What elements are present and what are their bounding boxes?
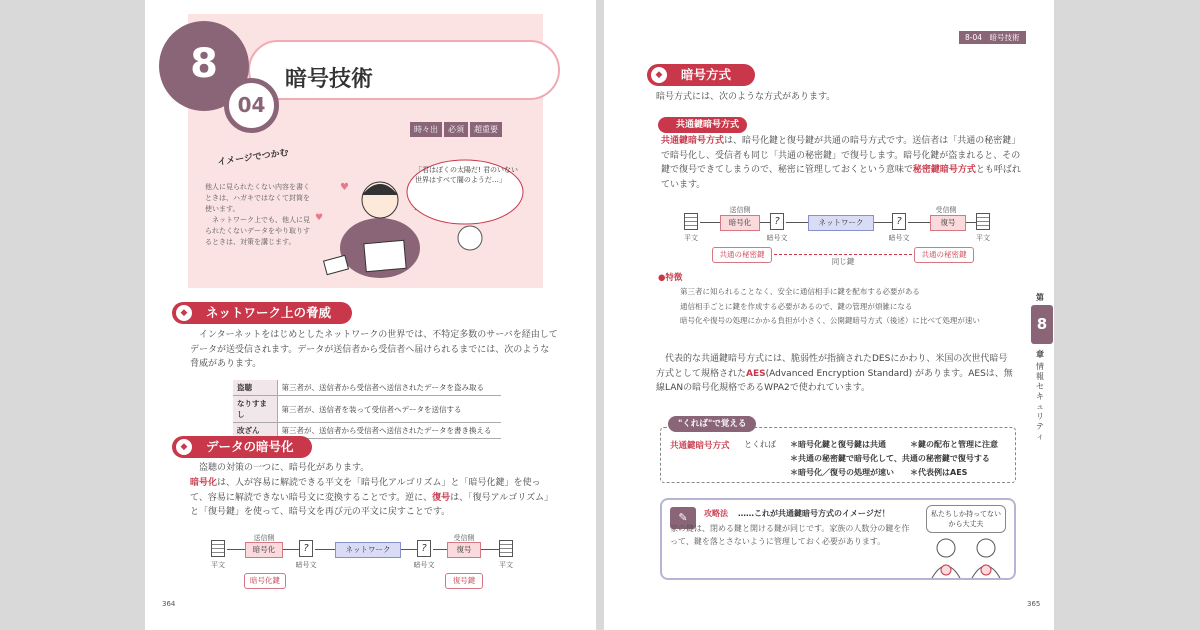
list-item: 第三者に知られることなく、安全に通信相手に鍵を配布する必要がある [680,287,920,296]
section-heading: ◆ データの暗号化 [172,436,312,458]
key-pill: 共通の秘密鍵 [914,247,974,263]
side-dai: 第 [1036,293,1044,302]
sender-label: 送信側 [253,534,275,542]
side-label: 情報セキュリティ [1036,362,1044,441]
decrypt-box: 復号 [930,215,966,231]
ciphertext-doc-icon: ? [299,540,313,557]
network-box: ネットワーク [808,215,874,231]
plaintext-doc-icon [211,540,225,557]
chapter-number: 8 [159,21,249,111]
image-heading: イメージでつかむ [216,148,290,168]
receiver-label: 受信側 [935,206,957,214]
plaintext-label: 平文 [211,561,225,569]
running-head: 8-04 暗号技術 [959,31,1026,44]
right-page [604,0,1054,630]
section-intro: 盗聴の対策の一つに、暗号化があります。 [190,463,370,473]
list-item: 暗号化や復号の処理にかかる負担が小さく、公開鍵暗号方式（後述）に比べて処理が速い [680,316,980,325]
table-row [233,396,501,423]
plaintext-label: 平文 [499,561,513,569]
left-page [145,0,596,630]
sender-label: 送信側 [729,206,751,214]
threats-table [233,380,501,439]
image-text: 他人に見られたくない内容を書くときは、ハガキではなくて封筒を使います。 ネットワーク上でも、他人に見られたくないデータをやり取りするときは、対策を講じます。 [205,183,310,246]
tip-bubble: 私たちしか持ってないから大丈夫 [926,505,1006,533]
page-number: 365 [1027,600,1041,608]
hint-icon: ✎ [670,507,696,529]
page-title: 暗号技術 [285,67,374,92]
tip-body: 家の鍵は、閉める鍵と開ける鍵が同じです。家族の人数分の鍵を作って、鍵を落とさないように管理しておく必要があります。 [670,524,910,546]
cat-icon [458,226,482,250]
letter-paper [364,240,406,271]
encrypt-box: 暗号化 [245,542,283,558]
plaintext-doc-icon [684,213,698,230]
kureba-item: ＊代表例はAES [910,468,968,477]
envelope [324,255,349,274]
features-list [680,285,1020,329]
encrypt-box: 暗号化 [720,215,760,231]
tip-title: ……これが共通鍵暗号方式のイメージだ！ [738,509,890,518]
dec-key-pill: 復号鍵 [445,573,483,589]
table-cell: 第三者が、送信者から受信者へ送信されたデータを盗み取る [277,380,501,396]
section-intro: 暗号方式には、次のような方式があります。 [656,92,836,102]
frequency-tags [410,122,502,137]
speech-text: 「君はぼくの太陽だ! 君のいない世界はすべて闇のようだ…」 [415,166,519,184]
enc-key-pill: 暗号化鍵 [244,573,286,589]
table-cell: 第三者が、送信者を装って受信者へデータを送信する [277,396,501,423]
decrypt-box: 復号 [447,542,481,558]
subsection-body: 共通鍵暗号方式は、暗号化鍵と復号鍵が共通の暗号方式です。送信者は「共通の秘密鍵」で暗号化し、受信者も同じ「共通の秘密鍵」で復号します。暗号化鍵が盗まれると、その鍵で復号できてしまうので、秘密に管理しておくという意味で秘密鍵暗号方式とも呼ばれています。 [661,136,1021,190]
ciphertext-label: 暗号文 [413,561,435,569]
plaintext-label: 平文 [976,234,990,242]
section-icon: ◆ [176,439,192,455]
ciphertext-doc-icon: ? [770,213,784,230]
table-cell: 改ざん [233,423,277,439]
kureba-tokureba: とくれば [744,440,776,449]
two-people-illustration [926,536,1006,578]
page-number: 364 [162,600,176,608]
tag: 必須 [444,122,468,137]
kureba-item: ＊暗号化／復号の処理が速い [790,468,894,477]
section-icon: ◆ [176,305,192,321]
tip-label: 攻略法 [704,509,728,518]
table-row [233,380,501,396]
aes-paragraph: 代表的な共通鍵暗号方式には、脆弱性が指摘されたDESにかわり、米国の次世代暗号方式として規格されたAES(Advanced Encryption Standard) があります。AESは、無線LANの暗号化規格であるWPA2で使われています。 [656,354,1013,393]
table-cell: 盗聴 [233,380,277,396]
ciphertext-label: 暗号文 [766,234,788,242]
subsection-heading: 共通鍵暗号方式 [658,117,747,133]
section-heading: ◆ ネットワーク上の脅威 [172,302,352,324]
side-sho: 章 [1036,350,1044,359]
kureba-item: ＊鍵の配布と管理に注意 [910,440,998,449]
kureba-item: ＊共通の秘密鍵で暗号化して、共通の秘密鍵で復号する [790,454,990,463]
section-number: 04 [224,78,279,133]
table-cell: 第三者が、送信者から受信者へ送信されたデータを書き換える [277,423,501,439]
receiver-label: 受信側 [453,534,475,542]
svg-text:♥: ♥ [315,213,324,223]
tag: 時々出 [410,122,442,137]
ciphertext-doc-icon: ? [417,540,431,557]
ciphertext-label: 暗号文 [888,234,910,242]
kureba-term: 共通鍵暗号方式 [670,441,730,451]
section-icon: ◆ [651,67,667,83]
ciphertext-label: 暗号文 [295,561,317,569]
plaintext-label: 平文 [684,234,698,242]
same-key-label: 同じ鍵 [831,257,855,266]
list-item: 通信相手ごとに鍵を作成する必要があるので、鍵の管理が煩雑になる [680,301,913,311]
plaintext-doc-icon [499,540,513,557]
tag: 超重要 [470,122,502,137]
section-body: 暗号化は、人が容易に解読できる平文を「暗号化アルゴリズム」と「暗号化鍵」を使って、容易に解読できない暗号文に変換することです。逆に、復号は、「復号アルゴリズム」と「復号鍵」を使って、暗号文を再び元の平文に戻すことです。 [190,478,554,517]
table-cell: なりすまし [233,396,277,423]
plaintext-doc-icon [976,213,990,230]
section-heading: ◆ 暗号方式 [647,64,755,86]
ciphertext-doc-icon: ? [892,213,906,230]
kureba-heading: "くれば"で覚える [668,416,756,432]
section-body: インターネットをはじめとしたネットワークの世界では、不特定多数のサーバを経由してデータが送受信されます。データが送信者から受信者へ届けられるまでには、次のような脅威があります。 [190,330,558,369]
chapter-tab: 8 [1031,305,1053,344]
key-pill: 共通の秘密鍵 [712,247,772,263]
svg-text:♥: ♥ [340,182,349,193]
network-box: ネットワーク [335,542,401,558]
features-heading: ●特徴 [658,273,683,283]
kureba-item: ＊暗号化鍵と復号鍵は共通 [790,440,886,449]
